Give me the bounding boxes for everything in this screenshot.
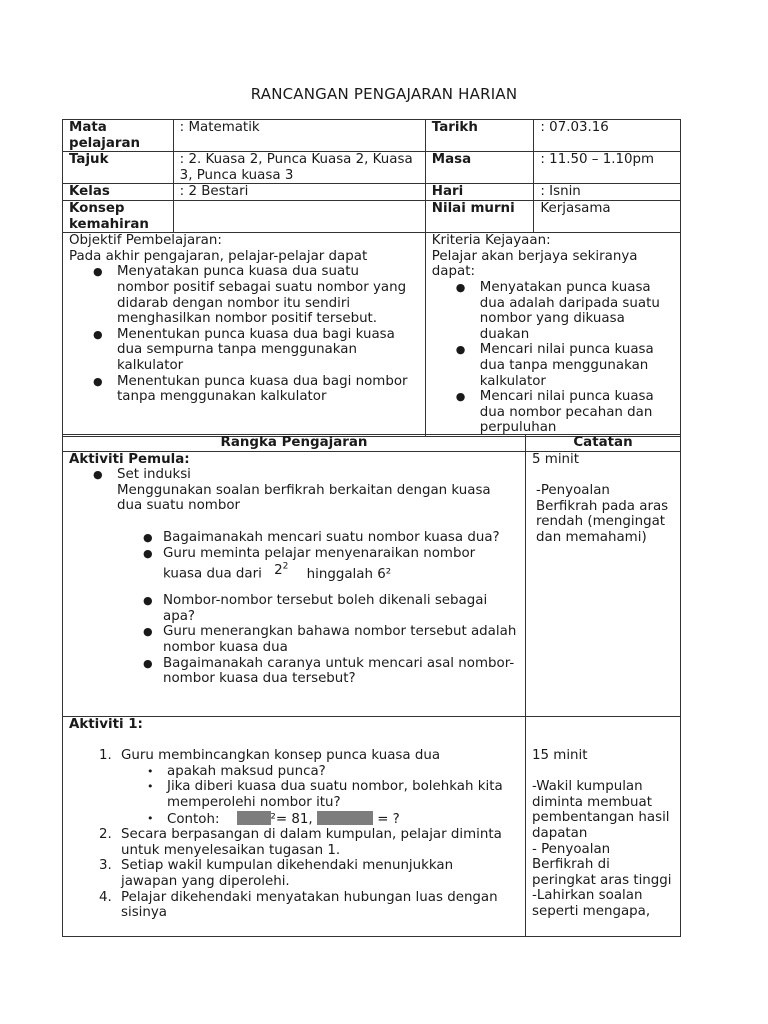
step-item: 2. Secara berpasangan di dalam kumpulan, pelajar diminta untuk menyelesaikan tugasan 1. [99, 827, 502, 858]
pemula-note: -Penyoalan Berfikrah pada aras rendah (mengingat dan memahami) [536, 483, 669, 545]
aktiviti1-catatan-cell [526, 716, 681, 936]
konsep-value [173, 200, 425, 232]
bullet-icon: ● [93, 327, 103, 341]
info-table [62, 119, 681, 437]
tajuk-label: Tajuk [63, 152, 174, 184]
bullet-icon: ● [455, 390, 466, 404]
konsep-label: Konsep kemahiran [63, 200, 174, 232]
masa-value: : 11.50 – 1.10pm [534, 152, 681, 184]
redacted-box [317, 811, 373, 825]
objektif-heading: Objektif Pembelajaran: [69, 233, 222, 249]
power-expression: $2^2$ [274, 561, 289, 578]
bullet-icon: ● [143, 656, 153, 670]
aktiviti1-heading: Aktiviti 1: [69, 716, 143, 732]
bullet-icon: ● [93, 468, 103, 482]
bullet-icon: • [147, 811, 154, 825]
masa-label: Masa [425, 152, 534, 184]
bullet-icon: ● [143, 530, 153, 544]
tarikh-value: : 07.03.16 [534, 120, 681, 152]
pemula-heading: Aktiviti Pemula: [69, 451, 190, 467]
bullet-icon: ● [143, 546, 153, 560]
bullet-icon: ● [455, 343, 466, 357]
kriteria-item: ● Menyatakan punca kuasa dua adalah daripada suatu nombor yang dikuasa duakan [455, 279, 660, 342]
rangka-header: Rangka Pengajaran [63, 435, 526, 452]
pemula-time: 5 minit [532, 451, 579, 467]
objektif-intro: Pada akhir pengajaran, pelajar-pelajar dapat [69, 248, 368, 264]
kelas-value: : 2 Bestari [173, 184, 425, 201]
kelas-label: Kelas [63, 184, 174, 201]
pemula-catatan-cell [526, 451, 681, 716]
step-item: 3. Setiap wakil kumpulan dikehendaki menunjukkan jawapan yang diperolehi. [99, 858, 454, 889]
kriteria-intro: Pelajar akan berjaya sekiranya dapat: [431, 248, 638, 280]
aktiviti1-note: -Lahirkan soalan seperti mengapa, [532, 888, 651, 919]
aktiviti1-note: -Wakil kumpulan diminta membuat pembentangan hasil dapatan [532, 779, 670, 841]
sub-item: • Jika diberi kuasa dua suatu nombor, bolehkah kita memperolehi nombor itu? [147, 779, 503, 810]
question-item: ● Guru menerangkan bahawa nombor tersebut adalah nombor kuasa dua [143, 624, 517, 655]
kriteria-heading: Kriteria Kejayaan: [431, 233, 551, 249]
bullet-icon: ● [143, 625, 153, 639]
sub-item: • apakah maksud punca? [147, 763, 326, 779]
pemula-cell [63, 451, 526, 716]
kriteria-cell [425, 233, 680, 437]
objektif-item: ● Menentukan punca kuasa dua bagi kuasa dua sempurna tanpa menggunakan kalkulator [93, 326, 395, 373]
bullet-icon: • [147, 764, 154, 778]
objektif-item: ● Menyatakan punca kuasa dua suatu nombor positif sebagai suatu nombor yang didarab dengan nombor itu sendiri menghasilkan nombor positif tersebut. [93, 264, 407, 327]
nilai-value: Kerjasama [534, 200, 681, 232]
mata-value: : Matematik [173, 120, 425, 152]
question-item: ● Bagaimanakah caranya untuk mencari asal nombor-nombor kuasa dua tersebut? [143, 655, 515, 687]
nilai-label: Nilai murni [425, 200, 534, 232]
sub-item: • Contoh: ²= 81, = ? [147, 811, 400, 827]
question-item: ● Guru meminta pelajar menyenaraikan nombor [143, 545, 476, 561]
document-title: RANCANGAN PENGAJARAN HARIAN [250, 85, 518, 103]
q2-continuation: kuasa dua dari $2^2$ hinggalah 6² [163, 561, 392, 582]
kriteria-item: ● Mencari nilai punca kuasa dua tanpa menggunakan kalkulator [455, 342, 654, 389]
bullet-icon: • [147, 780, 154, 794]
bullet-icon: ● [143, 594, 153, 608]
activities-table [62, 434, 681, 937]
aktiviti1-time: 15 minit [532, 747, 588, 763]
objektif-item: ● Menentukan punca kuasa dua bagi nombor tanpa menggunakan kalkulator [93, 373, 408, 405]
step-item: 4. Pelajar dikehendaki menyatakan hubungan luas dengan sisinya [99, 889, 498, 921]
bullet-icon: ● [455, 280, 466, 294]
redacted-box [237, 811, 271, 825]
objektif-cell [63, 233, 426, 437]
set-induksi-item: ● Set induksi [93, 467, 191, 483]
question-item: ● Nombor-nombor tersebut boleh dikenali sebagai apa? [143, 593, 488, 624]
tarikh-label: Tarikh [425, 120, 534, 152]
aktiviti1-note: - Penyoalan Berfikrah di peringkat aras tinggi [532, 841, 672, 888]
hari-label: Hari [425, 184, 534, 201]
mata-label: Mata pelajaran [63, 120, 174, 152]
bullet-icon: ● [93, 374, 103, 388]
set-induksi-desc: Menggunakan soalan berfikrah berkaitan dengan kuasa dua suatu nombor [117, 482, 491, 514]
aktiviti1-cell [63, 716, 526, 936]
catatan-header: Catatan [526, 435, 681, 452]
step-item: 1. Guru membincangkan konsep punca kuasa dua [99, 748, 441, 764]
question-item: ● Bagaimanakah mencari suatu nombor kuasa dua? [143, 529, 500, 545]
bullet-icon: ● [93, 265, 103, 279]
tajuk-value: : 2. Kuasa 2, Punca Kuasa 2, Kuasa 3, Punca kuasa 3 [173, 152, 425, 184]
hari-value: : Isnin [534, 184, 681, 201]
kriteria-item: ● Mencari nilai punca kuasa dua nombor pecahan dan perpuluhan [455, 389, 654, 436]
